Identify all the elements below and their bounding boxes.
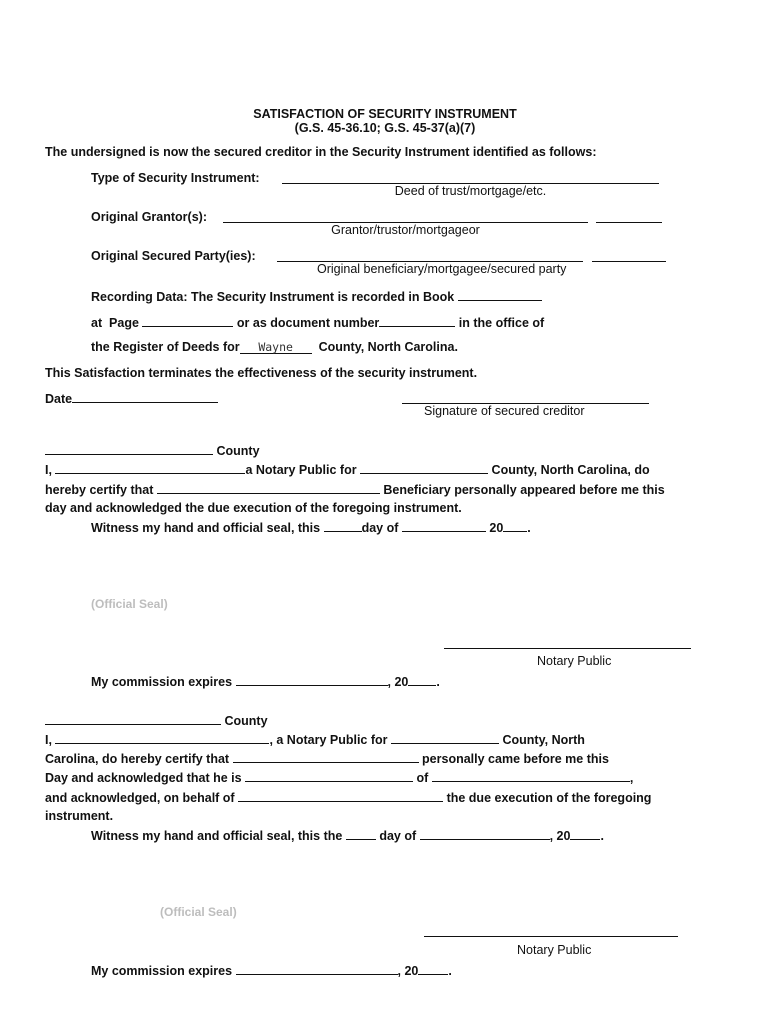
notary1-line-certify [45, 482, 665, 498]
notary2-county-field[interactable] [45, 713, 221, 725]
notary1-day-ack: day and acknowledged the due execution of the foregoing instrument. [45, 501, 462, 515]
notary1-beneficiary-field[interactable] [157, 482, 380, 494]
grantor-field-extra[interactable] [596, 222, 662, 223]
or-doc-label: or as document number [236, 316, 380, 330]
notary2-comm-twenty-label: , 20 [397, 964, 419, 978]
signature-label: Signature of secured creditor [424, 404, 585, 418]
page-field[interactable] [142, 315, 233, 327]
notary2-personally-label: personally came before me this [422, 752, 609, 766]
notary2-comma: , [629, 771, 634, 785]
notary1-commission-label: My commission expires [91, 675, 233, 689]
notary1-county-line [45, 443, 260, 459]
register-label: the Register of Deeds for [91, 340, 240, 354]
notary2-behalf-field[interactable] [238, 790, 443, 802]
notary1-signature-line[interactable] [444, 648, 691, 649]
recording-text [91, 289, 542, 305]
notary1-period: . [527, 521, 531, 535]
county-nc-label: County, North Carolina. [318, 340, 458, 354]
notary1-notary-county-field[interactable] [360, 462, 488, 474]
notary1-county-field[interactable] [45, 443, 213, 455]
notary1-commission-line: My commission expires , 20 . [91, 675, 440, 689]
notary1-commission-date-field[interactable] [236, 674, 388, 686]
recording-label: Recording Data: The Security Instrument is recorded in Book [91, 290, 455, 304]
notary2-signature-line[interactable] [424, 936, 678, 937]
form-title: SATISFACTION OF SECURITY INSTRUMENT [253, 107, 517, 121]
notary2-line-carolina [45, 751, 609, 767]
notary2-instrument: instrument. [45, 809, 114, 823]
notary2-line-i [45, 732, 585, 748]
notary2-commission-year-field[interactable] [418, 963, 448, 975]
notary2-notary-public-label: Notary Public [517, 943, 592, 957]
notary2-month-field[interactable] [420, 828, 550, 840]
book-field[interactable] [458, 289, 542, 301]
notary1-month-field[interactable] [402, 520, 486, 532]
intro-text: The undersigned is now the secured creditor in the Security Instrument identified as follows: [45, 145, 597, 159]
notary2-witness-label: Witness my hand and official seal, this the [91, 829, 343, 843]
notary1-notary-public-label: Notary Public [537, 654, 612, 668]
notary1-comm-twenty-label: 20 [394, 675, 409, 689]
notary2-due-exec-label: the due execution of the foregoing [446, 791, 652, 805]
notary1-certify-label: hereby certify that [45, 483, 154, 497]
terminates-text: This Satisfaction terminates the effectiveness of the security instrument. [45, 366, 478, 380]
at-page-label: at Page [91, 316, 139, 330]
county-field[interactable]: Wayne [240, 341, 312, 354]
date-field[interactable] [72, 391, 218, 403]
secured-field-extra[interactable] [592, 261, 666, 262]
notary1-beneficiary-label: Beneficiary personally appeared before me this [383, 483, 665, 497]
type-label: Type of Security Instrument: [91, 171, 260, 185]
date-label: Date [45, 392, 73, 406]
notary1-official-seal: (Official Seal) [91, 597, 168, 611]
date-line [45, 391, 218, 407]
notary2-county-north-label: County, North [502, 733, 585, 747]
secured-label: Original Secured Party(ies): [91, 249, 256, 263]
notary2-person-field[interactable] [233, 751, 419, 763]
notary1-commission-year-field[interactable] [408, 674, 436, 686]
notary2-county-label: County [224, 714, 268, 728]
type-hint: Deed of trust/mortgage/etc. [394, 184, 547, 198]
notary2-day-ack-label: Day and acknowledged that he is [45, 771, 242, 785]
notary2-entity-field[interactable] [432, 770, 630, 782]
notary2-carolina-label: Carolina, do hereby certify that [45, 752, 230, 766]
notary1-county-label: County [216, 444, 260, 458]
notary2-county-line [45, 713, 268, 729]
notary2-i-label: I, [45, 733, 52, 747]
notary1-day-of-label: day of [361, 521, 399, 535]
notary2-title-field[interactable] [245, 770, 413, 782]
notary2-notary-county-field[interactable] [391, 732, 499, 744]
notary1-witness-line [91, 520, 531, 536]
notary2-name-field[interactable] [55, 732, 269, 744]
notary2-witness-line [91, 828, 604, 844]
page-line [91, 315, 544, 331]
notary1-name-field[interactable] [55, 462, 245, 474]
notary1-county-nc-label: County, North Carolina, do [491, 463, 650, 477]
notary1-comm-period: . [436, 675, 440, 689]
notary2-commission-line [91, 963, 452, 979]
grantor-label: Original Grantor(s): [91, 210, 207, 224]
grantor-hint: Grantor/trustor/mortgageor [331, 223, 480, 237]
doc-number-field[interactable] [379, 315, 455, 327]
notary1-i-label: I, [45, 463, 52, 477]
notary2-day-field[interactable] [346, 828, 376, 840]
notary2-comm-period: . [448, 964, 452, 978]
notary2-official-seal: (Official Seal) [160, 905, 237, 919]
notary2-of-label: of [416, 771, 429, 785]
notary2-commission-date-field[interactable] [236, 963, 398, 975]
notary2-behalf-label: and acknowledged, on behalf of [45, 791, 235, 805]
notary2-period: . [600, 829, 604, 843]
notary2-line-behalf [45, 790, 651, 806]
notary2-twenty-label: , 20 [549, 829, 571, 843]
secured-hint: Original beneficiary/mortgagee/secured party [317, 262, 567, 276]
notary2-line-day [45, 770, 633, 786]
notary1-day-field[interactable] [324, 520, 362, 532]
notary2-year-field[interactable] [570, 828, 600, 840]
notary2-notary-for-label: , a Notary Public for [269, 733, 388, 747]
office-of-label: in the office of [458, 316, 545, 330]
notary2-commission-label: My commission expires [91, 964, 233, 978]
register-line [91, 340, 458, 355]
notary1-notary-for-label: a Notary Public for [245, 463, 357, 477]
notary1-line-i [45, 462, 650, 478]
notary1-year-field[interactable] [503, 520, 527, 532]
notary1-twenty-label: 20 [489, 521, 504, 535]
form-citation: (G.S. 45-36.10; G.S. 45-37(a)(7) [294, 121, 476, 135]
notary2-day-of-label: day of [379, 829, 417, 843]
notary1-witness-label: Witness my hand and official seal, this [91, 521, 321, 535]
